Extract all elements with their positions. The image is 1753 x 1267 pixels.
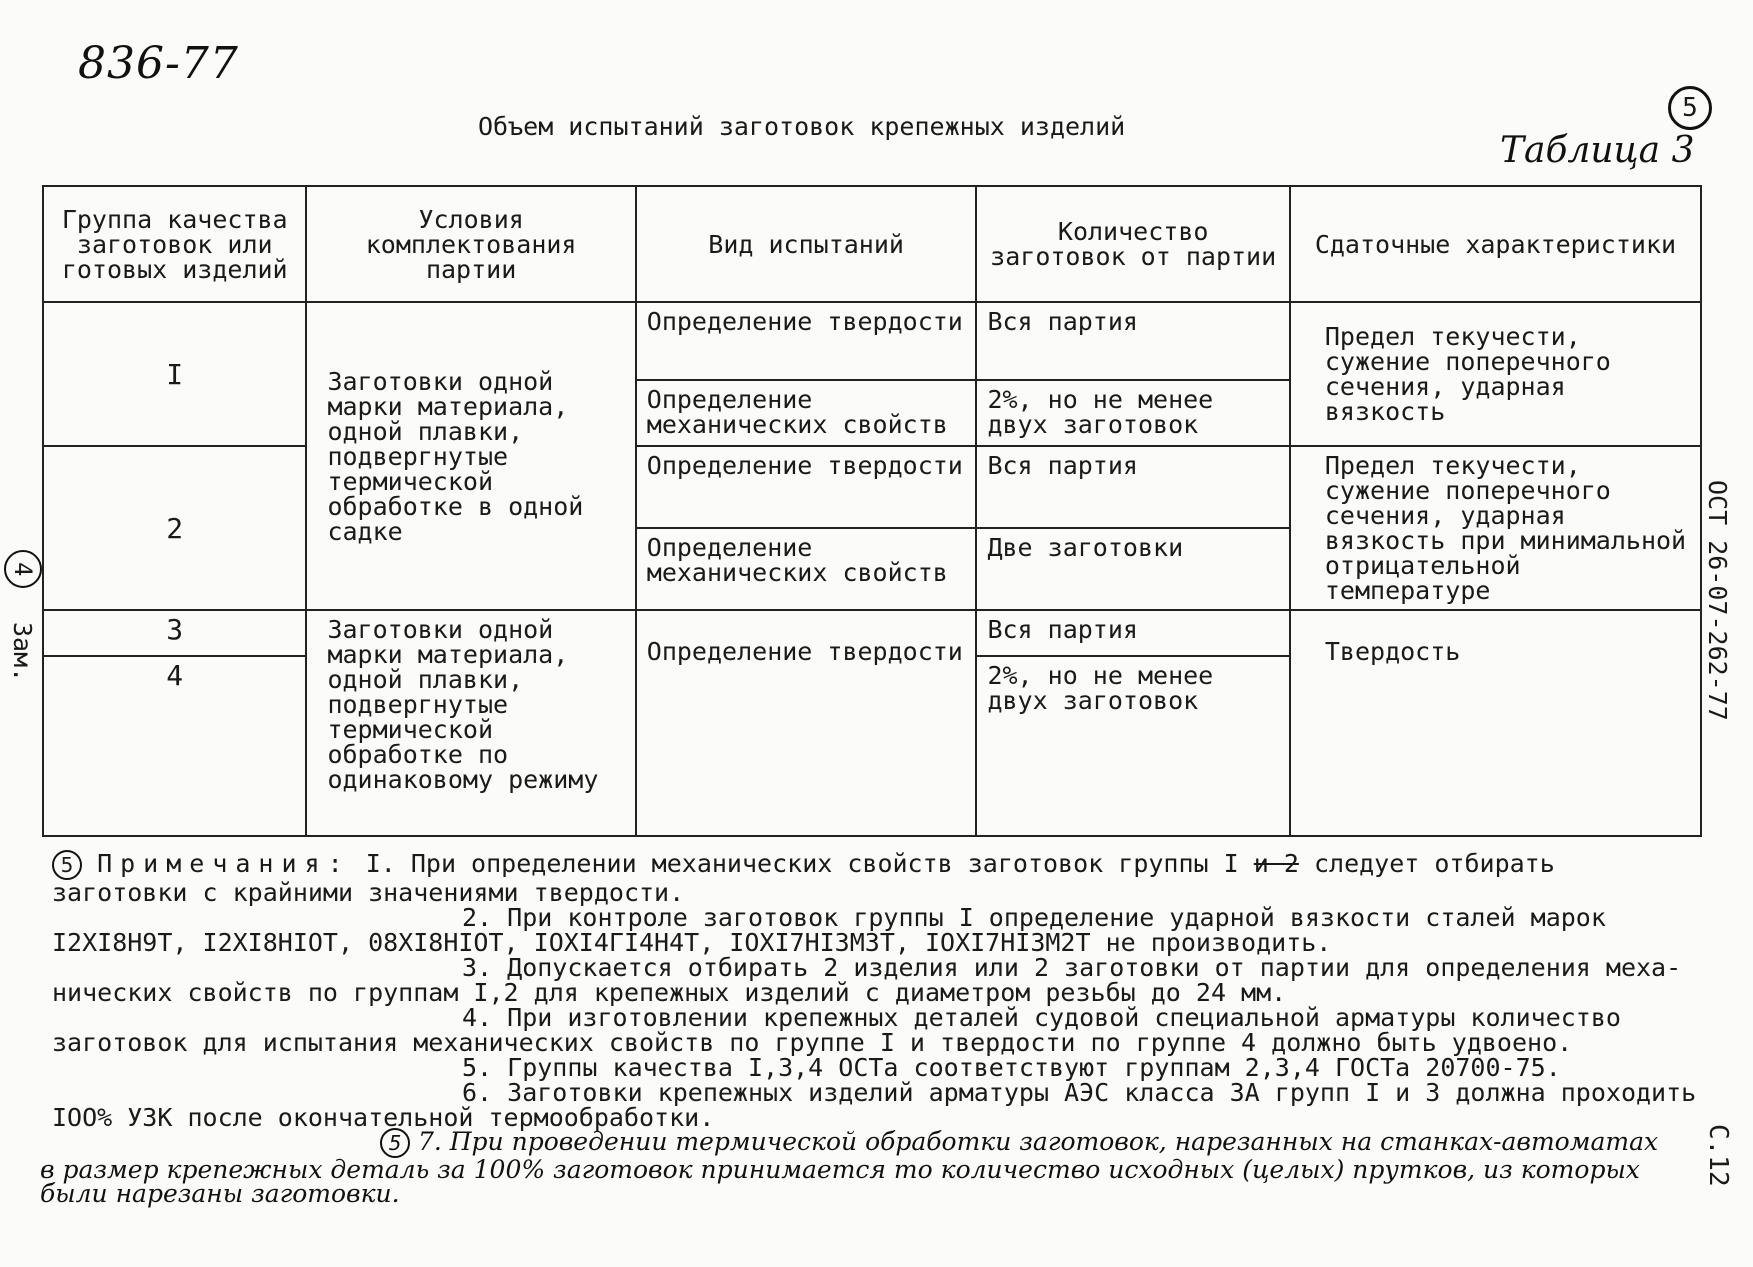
group-cell: I bbox=[43, 302, 306, 446]
table-label: Таблица 3 bbox=[1500, 130, 1695, 171]
note-6-line-1: 6. Заготовки крепежных изделий арматуры АЭС класса 3А групп I и 3 должна проходить bbox=[462, 1078, 1697, 1107]
page-title: Объем испытаний заготовок крепежных изделий bbox=[478, 112, 1126, 141]
quantity-cell: Вся партия bbox=[976, 446, 1289, 528]
note-3-line-1: 3. Допускается отбирать 2 изделия или 2 заготовки от партии для определения меха- bbox=[462, 953, 1682, 982]
header-conditions: Условия комплектования партии bbox=[306, 186, 635, 302]
test-volume-table bbox=[42, 185, 1702, 837]
characteristics-cell: Твердость bbox=[1290, 610, 1701, 836]
quantity-cell: Вся партия bbox=[976, 610, 1289, 656]
quantity-cell: Вся партия bbox=[976, 302, 1289, 380]
revision-mark: 5 bbox=[52, 850, 82, 880]
test-cell: Определение твердости bbox=[636, 610, 977, 836]
revision-mark: 5 bbox=[380, 1128, 410, 1158]
amendment-label: Зам. bbox=[8, 622, 37, 683]
group-cell: 2 bbox=[43, 446, 306, 610]
header-quality-group: Группа качества заготовок или готовых изделий bbox=[43, 186, 306, 302]
note-1-struck: и 2 bbox=[1253, 849, 1299, 878]
note-2-line-1: 2. При контроле заготовок группы I определение ударной вязкости сталей марок bbox=[462, 903, 1606, 932]
table-row bbox=[43, 302, 1701, 380]
notes-block bbox=[52, 850, 1702, 1130]
quantity-cell: Две заготовки bbox=[976, 528, 1289, 610]
revision-circle: 4 bbox=[4, 550, 42, 588]
page-mark: 5 bbox=[1668, 86, 1712, 130]
note-4-line-1: 4. При изготовлении крепежных деталей судовой специальной арматуры количество bbox=[462, 1003, 1621, 1032]
notes-heading: Примечания: bbox=[97, 849, 351, 878]
header-quantity: Количество заготовок от партии bbox=[976, 186, 1289, 302]
table-row bbox=[43, 610, 1701, 656]
characteristics-cell: Предел текучести, сужение поперечного сечения, ударная вязкость при минимальной отрицательной температуре bbox=[1290, 446, 1701, 610]
note-2-line-2: I2XI8H9T, I2XI8HIOT, 08XI8HIOT, IOXI4ГI4H4T, IOXI7HI3M3T, IOXI7HI3M2T не производить. bbox=[52, 928, 1332, 957]
note-1-text-cont: следует отбирать заготовки с крайними значениями твердости. bbox=[52, 849, 1555, 907]
quantity-cell: 2%, но не менее двух заготовок bbox=[976, 656, 1289, 836]
note-5: 5. Группы качества I,3,4 ОСТа соответствуют группам 2,3,4 ГОСТа 20700-75. bbox=[462, 1053, 1561, 1082]
table-row bbox=[43, 446, 1701, 528]
header-characteristics: Сдаточные характеристики bbox=[1290, 186, 1701, 302]
page-number: С.12 bbox=[1703, 1124, 1733, 1187]
header-test-type: Вид испытаний bbox=[636, 186, 977, 302]
test-cell: Определение твердости bbox=[636, 446, 977, 528]
handwritten-note-7 bbox=[40, 1128, 1680, 1206]
test-cell: Определение механических свойств bbox=[636, 380, 977, 446]
group-cell: 3 bbox=[43, 610, 306, 656]
note-1-text: I. При определении механических свойств заготовок группы I bbox=[365, 849, 1239, 878]
note-3-line-2: нических свойств по группам I,2 для крепежных изделий с диаметром резьбы до 24 мм. bbox=[52, 978, 1287, 1007]
note-7-text: 7. При проведении термической обработки заготовок, нарезанных на станках-автоматах в размер крепежных деталь за 100% заготовок принимается то количество исходных (целых) прутков, из которых были нарезаны заготовки. bbox=[40, 1127, 1659, 1208]
note-6-line-2: IOO% УЗК после окончательной термообработки. bbox=[52, 1103, 715, 1132]
quantity-cell: 2%, но не менее двух заготовок bbox=[976, 380, 1289, 446]
test-cell: Определение твердости bbox=[636, 302, 977, 380]
standard-code: ОСТ 26-07-262-77 bbox=[1703, 480, 1732, 721]
table-header-row bbox=[43, 186, 1701, 302]
group-cell: 4 bbox=[43, 656, 306, 836]
note-4-line-2: заготовок для испытания механических свойств по группе I и твердости по группе 4 должно быть удвоено. bbox=[52, 1028, 1573, 1057]
conditions-cell: Заготовки одной марки материала, одной плавки, подвергнутые термической обработке по одинаковому режиму bbox=[306, 610, 635, 836]
conditions-cell: Заготовки одной марки материала, одной плавки, подвергнутые термической обработке в одной садке bbox=[306, 302, 635, 610]
document-code: 836-77 bbox=[78, 38, 239, 89]
test-cell: Определение механических свойств bbox=[636, 528, 977, 610]
characteristics-cell: Предел текучести, сужение поперечного сечения, ударная вязкость bbox=[1290, 302, 1701, 446]
